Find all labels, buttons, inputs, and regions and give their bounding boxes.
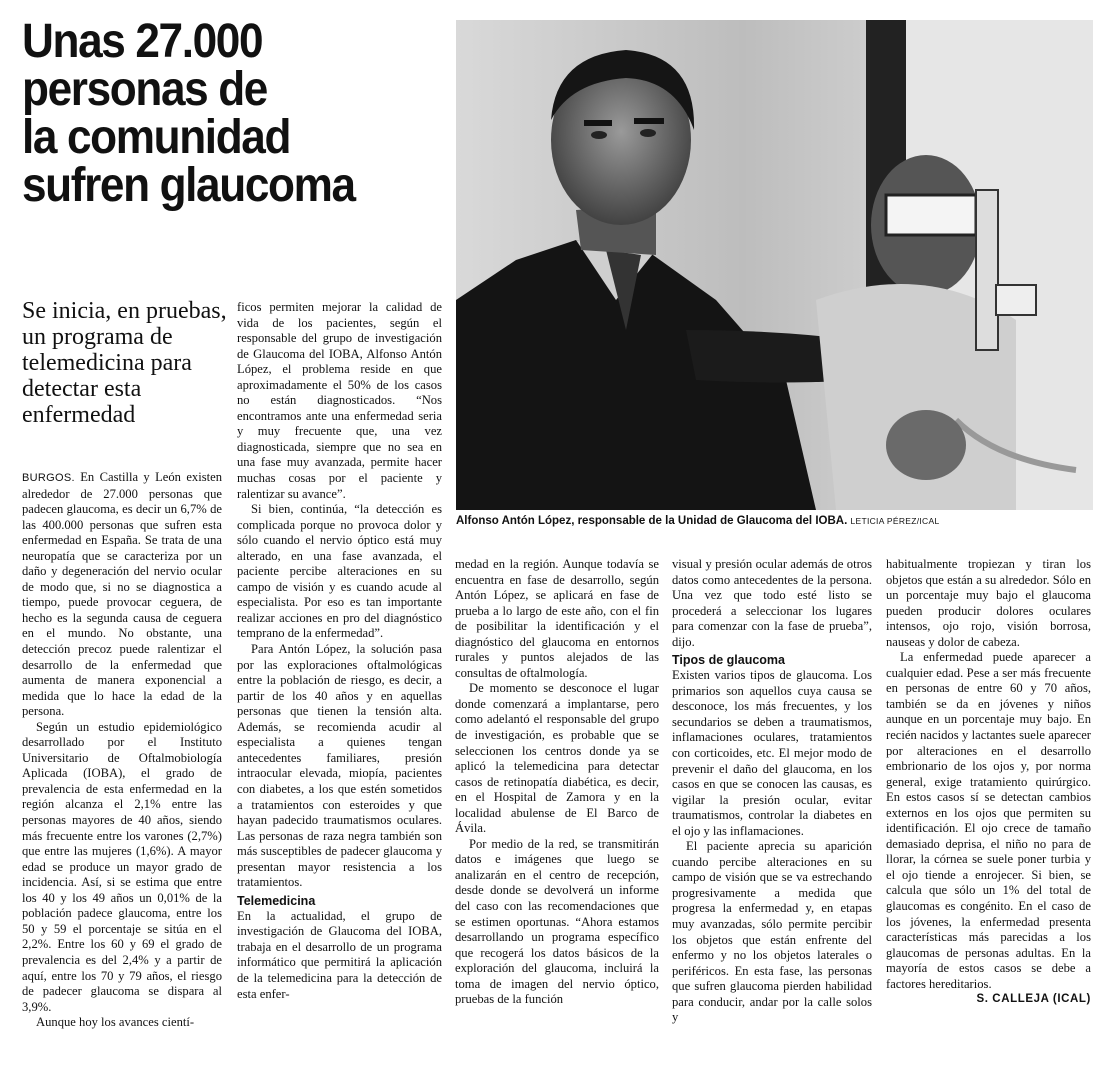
section-heading: Tipos de glaucoma (672, 653, 785, 668)
headline-line: sufren glaucoma (22, 159, 355, 212)
paragraph: ficos permiten mejorar la calidad de vida de los pacientes, según el responsable del grupo de investigación de Glaucoma del IOBA, Alfonso Antón López, el problema reside en que aproximadamente el 50% de los casos no están diagnosticados. “Nos encontramos ante una enfermedad seria y muy frecuente que, una vez diagnosticada, siempre que no sea en una fase muy avanzada, permite hacer muchas cosas por el paciente y ralentizar su avance”. (237, 300, 442, 501)
headline (22, 15, 427, 212)
column-1 (22, 470, 222, 1031)
paragraph: Existen varios tipos de glaucoma. Los primarios son aquellos cuya causa se desconoce, los más frecuentes, y los secundarios se deben a traumatismos, inflamaciones oculares, tratamientos con corticoides, etc. El mejor modo de prevenir el daño del glaucoma, en los casos en que se conocen las causas, es vigilar la presión ocular, evitar traumatismos, controlar la diabetes en el ojo y las inflamaciones. (672, 668, 872, 838)
headline-line: Unas 27.000 (22, 15, 263, 68)
column-5 (886, 557, 1091, 1008)
paragraph: El paciente aprecia su aparición cuando percibe alteraciones en su campo de visión que se va estrechando progresivamente a medida que progresa la enfermedad y, en etapas muy avanzadas, sólo permite percibir los objetos que están enfrente del enfermo y no los objetos laterales o periféricos. En esta fase, las personas que sufren glaucoma pierden habilidad para conducir, andar por la calle solos y (672, 839, 872, 1025)
paragraph: De momento se desconoce el lugar donde comenzará a implantarse, pero como adelantó el responsable del grupo de investigación, es probable que se seleccionen los centros donde ya se aplicó la telemedicina para detectar casos de retinopatía diabética, es decir, en el Hospital de Zamora y en la localidad abulense de El Barco de Ávila. (455, 681, 659, 836)
column-2 (237, 300, 442, 1002)
byline: S. CALLEJA (ICAL) (976, 993, 1091, 1006)
column-3 (455, 557, 659, 1008)
headline-line: la comunidad (22, 111, 291, 164)
photo-credit: LETICIA PÉREZ/ICAL (850, 516, 940, 526)
article-photo (456, 0, 1093, 510)
paragraph: Aunque hoy los avances cientí- (36, 1015, 195, 1030)
paragraph: visual y presión ocular además de otros datos como antecedentes de la persona. Una vez que todo esté listo se procederá a seleccionar los lugares para comenzar con la fase de prueba”, dijo. (672, 557, 872, 649)
subheadline: Se inicia, en pruebas, un programa de telemedicina para detectar esta enfermedad (22, 298, 227, 428)
section-heading: Telemedicina (237, 893, 316, 908)
paragraph: En la actualidad, el grupo de investigación de Glaucoma del IOBA, trabaja en el desarrollo de un programa informático que permitirá la aplicación de la telemedicina para la detección de esta enfer- (237, 908, 442, 1001)
paragraph: Según un estudio epidemiológico desarrollado por el Instituto Universitario de Oftalmobiología Aplicada (IOBA), el grado de prevalencia de esta enfermedad en la región alcanza el 2,1% entre las personas mayores de 40 años, siendo más frecuente entre los varones (2,7%) que entre las mujeres (1,6%). A mayor edad se produce un mayor grado de incidencia. Así, si se estima que entre los 40 y los 49 años un 0,01% de la población padece glaucoma, entre los 50 y 59 el porcentaje se sitúa en el 2,2%. Entre los 60 y 69 el grado de prevalencia es del 2,4% y a partir de aquí, entre los 70 y 79 años, el riesgo de padecer glaucoma se dispara al 3,9%. (22, 719, 222, 1014)
paragraph: Si bien, continúa, “la detección es complicada porque no provoca dolor y sólo cuando el nervio óptico está muy alterado, en una fase avanzada, el paciente percibe alteraciones en su campo de visión y es cuando acude al especialista. Por eso es tan importante realizar acciones en pro del diagnóstico temprano de la enfermedad”. (237, 502, 442, 641)
paragraph: Por medio de la red, se transmitirán datos e imágenes que luego se analizarán en el centro de recepción, desde donde se devolverá un informe del caso con las recomendaciones que se estimen oportunas. “Ahora estamos desarrollando un programa específico que recogerá los datos básicos de la exploración del glaucoma, incluirá la toma de imagen del nervio óptico, pruebas de la función (455, 836, 659, 1007)
paragraph: Para Antón López, la solución pasa por las exploraciones oftalmológicas entre la población de riesgo, es decir, a partir de los 40 años y en aquellas personas que tienen la tensión alta. Además, se recomienda acudir al especialista a quienes tengan antecedentes familiares, presión intraocular elevada, miopía, pacientes con diabetes, a los que estén sometidos a tratamientos con esteroides y que hayan padecido traumatismos oculares. Las personas de raza negra también son más susceptibles de padecer glaucoma y presentan mayor resistencia a los tratamientos. (237, 642, 442, 890)
column-4 (672, 557, 872, 1026)
dateline: BURGOS. (22, 472, 75, 484)
paragraph: medad en la región. Aunque todavía se encuentra en fase de desarrollo, según Antón López, se aplicará en fase de prueba a lo largo de este año, con el fin de posibilitar la identificación y el diagnóstico del glaucoma en entornos rurales y puntos alejados de las consultas de oftalmología. (455, 557, 659, 680)
paragraph: En Castilla y León existen alrededor de 27.000 personas que padecen glaucoma, es decir un 6,7% de las 400.000 personas que sufren esta enfermedad en España. Se trata de una neuropatía que se caracteriza por un daño y degeneración del nervio ocular de modo que, si no se diagnostica a tiempo, puede provocar ceguera, de hecho es la segunda causa de ceguera en el mundo. No obstante, una detección precoz puede ralentizar el desarrollo de la enfermedad que aumenta de manera exponencial a medida que lo hace la edad de la persona. (22, 470, 222, 719)
paragraph: habitualmente tropiezan y tiran los objetos que están a su alrededor. Sólo en un porcentaje muy bajo el glaucoma pueden producir dolores oculares intensos, ojo rojo, visión borrosa, nauseas y dolor de cabeza. (886, 557, 1091, 649)
headline-line: personas de (22, 63, 267, 116)
paragraph: La enfermedad puede aparecer a cualquier edad. Pese a ser más frecuente en personas de entre 60 y 70 años, también se da en jóvenes y niños aunque en un porcentaje muy bajo. En recién nacidos y lactantes suele aparecer por alteraciones en el desarrollo embrionario de los ojos y, por norma general, exige tratamiento quirúrgico. En estos casos sí se detectan cambios externos en los ojos que permiten su identificación. El ojo crece de tamaño demasiado deprisa, el niño no para de llorar, la córnea se suele poner turbia y el ojo tiende a enrojecer. Si bien, se calcula que sólo un 1% del total de glaucomas es congénito. En el caso de los jóvenes, la enfermedad presenta características más parecidas a los glaucomas de personas adultas. En la mayoría de estos casos se debe a factores hereditarios. (886, 650, 1091, 991)
photo-caption (456, 515, 1096, 527)
caption-text: Alfonso Antón López, responsable de la Unidad de Glaucoma del IOBA. (456, 515, 848, 527)
